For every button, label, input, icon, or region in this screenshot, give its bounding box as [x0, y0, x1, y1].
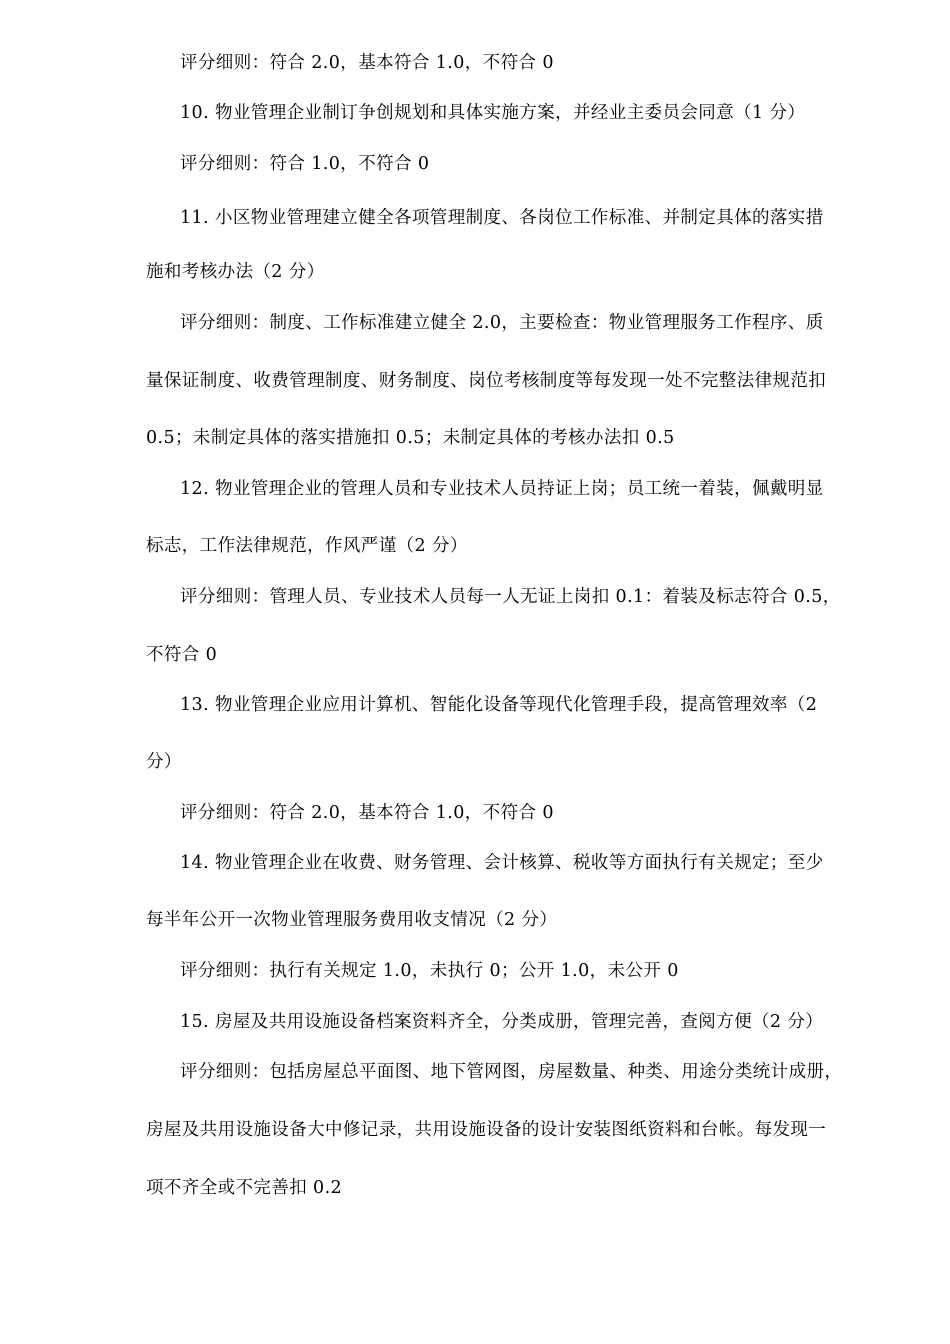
text-line: 12. 物业管理企业的管理人员和专业技术人员持证上岗；员工统一着装，佩戴明显 [180, 479, 824, 499]
text-line: 标志，工作法律规范，作风严谨（2 分） [146, 536, 468, 556]
text-line: 评分细则：制度、工作标准建立健全 2.0，主要检查：物业管理服务工作程序、质 [180, 313, 824, 333]
text-line: 15. 房屋及共用设施设备档案资料齐全，分类成册，管理完善，查阅方便（2 分） [180, 1012, 824, 1032]
text-line: 14. 物业管理企业在收费、财务管理、会计核算、税收等方面执行有关规定；至少 [180, 853, 824, 873]
text-line: 评分细则：符合 2.0，基本符合 1.0，不符合 0 [180, 803, 554, 823]
text-line: 评分细则：包括房屋总平面图、地下管网图，房屋数量、种类、用途分类统计成册， [180, 1062, 843, 1082]
text-line: 不符合 0 [146, 645, 218, 665]
text-line: 评分细则：符合 1.0，不符合 0 [180, 154, 430, 174]
text-line: 每半年公开一次物业管理服务费用收支情况（2 分） [146, 910, 558, 930]
text-line: 13. 物业管理企业应用计算机、智能化设备等现代化管理手段，提高管理效率（2 [180, 695, 818, 715]
text-line: 10. 物业管理企业制订争创规划和具体实施方案，并经业主委员会同意（1 分） [180, 103, 806, 123]
text-line: 评分细则：符合 2.0，基本符合 1.0，不符合 0 [180, 53, 554, 73]
text-line: 房屋及共用设施设备大中修记录，共用设施设备的设计安装图纸资料和台帐。每发现一 [146, 1120, 827, 1140]
text-line: 施和考核办法（2 分） [146, 262, 325, 282]
text-line: 11. 小区物业管理建立健全各项管理制度、各岗位工作标准、并制定具体的落实措 [180, 208, 824, 228]
text-line: 量保证制度、收费管理制度、财务制度、岗位考核制度等每发现一处不完整法律规范扣 [146, 371, 827, 391]
text-line: 评分细则：管理人员、专业技术人员每一人无证上岗扣 0.1：着装及标志符合 0.5， [180, 587, 841, 607]
text-line: 0.5；未制定具体的落实措施扣 0.5；未制定具体的考核办法扣 0.5 [146, 428, 675, 448]
text-line: 评分细则：执行有关规定 1.0，未执行 0；公开 1.0，未公开 0 [180, 961, 679, 981]
text-line: 分） [146, 752, 182, 772]
text-line: 项不齐全或不完善扣 0.2 [146, 1178, 343, 1198]
